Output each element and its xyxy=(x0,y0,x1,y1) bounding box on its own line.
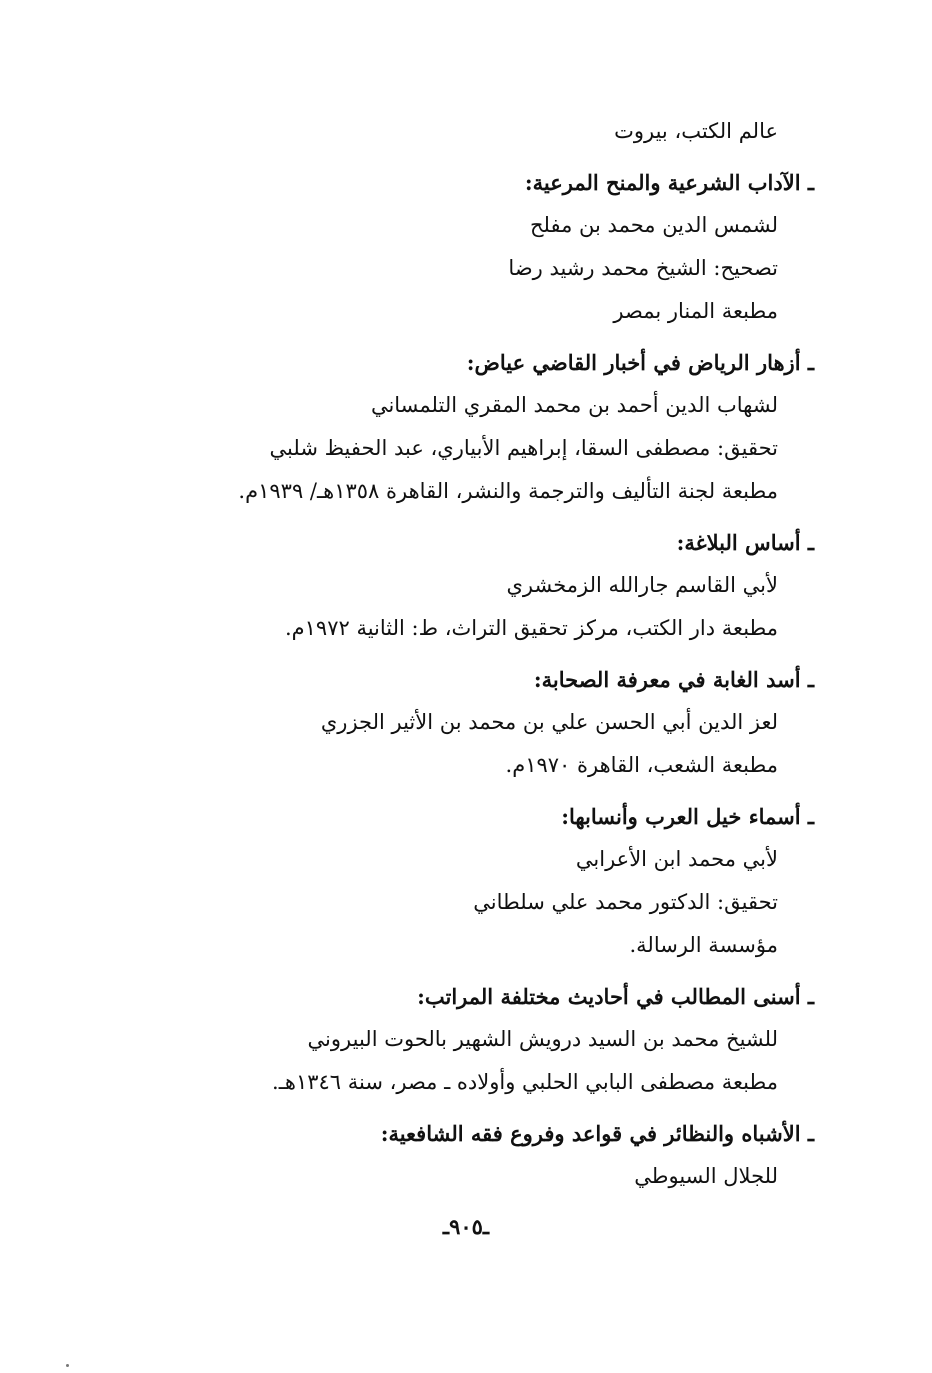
entry-title: ـ أساس البلاغة: xyxy=(676,530,814,555)
entry-publisher: مطبعة لجنة التأليف والترجمة والنشر، القاهرة ١٣٥٨هـ/ ١٩٣٩م. xyxy=(238,479,778,503)
bibliography-entry xyxy=(124,975,814,1104)
entry-author: لأبي القاسم جارالله الزمخشري xyxy=(506,573,778,597)
entry-title: ـ أسد الغابة في معرفة الصحابة: xyxy=(533,667,814,692)
bibliography-entry xyxy=(124,1112,814,1198)
entry-publisher: مطبعة المنار بمصر xyxy=(613,299,778,323)
bibliography-entry xyxy=(124,341,814,513)
bibliography-entry xyxy=(124,658,814,787)
continuation-entry xyxy=(124,110,814,153)
entry-editor: تحقيق: الدكتور محمد علي سلطاني xyxy=(473,890,778,914)
entry-publisher: مطبعة دار الكتب، مركز تحقيق التراث، ط: الثانية ١٩٧٢م. xyxy=(284,616,778,640)
entry-title: ـ أسماء خيل العرب وأنسابها: xyxy=(561,804,814,829)
entry-title: ـ الآداب الشرعية والمنح المرعية: xyxy=(524,170,814,195)
entry-publisher: مؤسسة الرسالة. xyxy=(629,933,778,957)
entry-title: ـ الأشباه والنظائر في قواعد وفروع فقه الشافعية: xyxy=(380,1121,814,1146)
entry-publisher: مطبعة الشعب، القاهرة ١٩٧٠م. xyxy=(505,753,778,777)
scan-speck xyxy=(66,1364,69,1367)
entry-author: لعز الدين أبي الحسن علي بن محمد بن الأثير الجزري xyxy=(320,710,778,734)
bibliography-entry xyxy=(124,161,814,333)
entry-author: للشيخ محمد بن السيد درويش الشهير بالحوت البيروني xyxy=(307,1027,778,1051)
entry-author: لشهاب الدين أحمد بن محمد المقري التلمساني xyxy=(370,393,778,417)
entry-title: ـ أزهار الرياض في أخبار القاضي عياض: xyxy=(466,350,814,375)
entry-author: لأبي محمد ابن الأعرابي xyxy=(575,847,778,871)
entry-publisher: مطبعة مصطفى البابي الحلبي وأولاده ـ مصر، سنة ١٣٤٦هـ. xyxy=(272,1070,778,1094)
entry-editor: تحقيق: مصطفى السقا، إبراهيم الأبياري، عبد الحفيظ شلبي xyxy=(269,436,778,460)
bibliography-entry xyxy=(124,521,814,650)
entry-title: ـ أسنى المطالب في أحاديث مختلفة المراتب: xyxy=(417,984,814,1009)
entry-author: للجلال السيوطي xyxy=(634,1164,778,1188)
entry-editor: تصحيح: الشيخ محمد رشيد رضا xyxy=(508,256,778,280)
bibliography-list xyxy=(124,110,814,1206)
page-number: ـ٩٠٥ـ xyxy=(442,1214,490,1239)
continuation-line: عالم الكتب، بيروت xyxy=(614,119,778,143)
bibliography-entry xyxy=(124,795,814,967)
entry-author: لشمس الدين محمد بن مفلح xyxy=(529,213,778,237)
